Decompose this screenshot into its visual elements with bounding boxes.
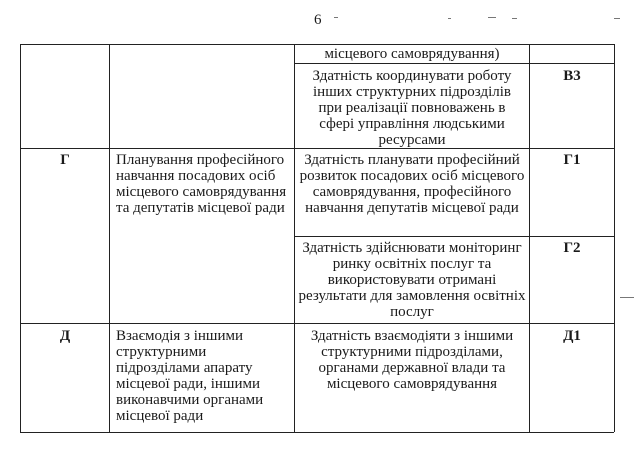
table-rule	[294, 236, 614, 237]
table-rule	[20, 44, 21, 432]
competency-code: Г2	[563, 240, 581, 256]
page-number: 6	[314, 12, 322, 28]
area-letter: Д	[59, 328, 71, 344]
area-description: Взаємодія з іншими структурними підрозділами апарату місцевої ради, іншими виконавчими органами місцевої ради	[116, 328, 264, 424]
competency-text: Здатність координувати роботу інших структурних підрозділів при реалізації повноважень в сфері управління людськими ресурсами	[312, 68, 512, 148]
area-description: Планування професійного навчання посадових осіб місцевого самоврядування та депутатів місцевої ради	[116, 152, 287, 216]
competency-code: В3	[563, 68, 581, 84]
competency-text: Здатність здійснювати моніторинг ринку освітніх послуг та використовувати отримані результати для замовлення освітніх послуг	[298, 240, 526, 320]
competency-text: Здатність взаємодіяти з іншими структурними підрозділами, органами державної влади та місцевого самоврядування	[310, 328, 514, 392]
competency-text: Здатність планувати професійний розвиток посадових осіб місцевого самоврядування, професійного навчання депутатів місцевої ради	[299, 152, 525, 216]
table-rule	[294, 44, 295, 432]
table-rule	[20, 432, 614, 433]
table-rule	[109, 44, 110, 432]
competency-code: Д1	[563, 328, 581, 344]
area-letter: Г	[60, 152, 70, 168]
competency-text: місцевого самоврядування)	[324, 46, 500, 62]
table-rule	[294, 63, 614, 64]
table-rule	[614, 44, 615, 432]
competency-code: Г1	[563, 152, 581, 168]
table-rule	[529, 44, 530, 432]
